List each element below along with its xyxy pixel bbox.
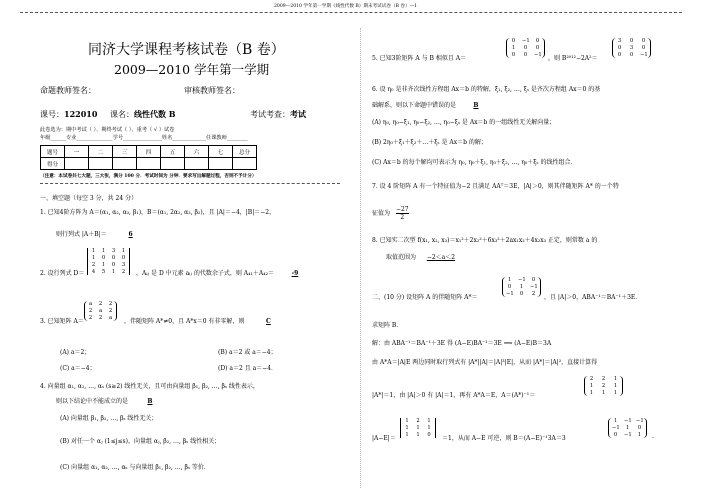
matrix-cell: 1 [405,432,409,438]
matrix-cell: 2 [98,301,103,307]
question-1-answer: 6 [128,231,133,238]
question-4-option-a: (A) 向量组 β₁, β₂, …, βₛ 线性无关； [60,415,158,422]
page-header: 2009—2010 学年第一学期《线性代数 B》期末考试试卷（B 卷）—1 [274,4,418,9]
question-6-answer: B [473,102,479,109]
matrix-cell: 0 [629,38,634,44]
matrix-cell: 1 [416,432,420,438]
matrix-cell: 1 [507,277,512,283]
question-8-continued [386,252,464,261]
score-table [40,145,257,170]
question-6-option-a: (A) η₀, η₀−ξ₁, η₀−ξ₂, …, η₀−ξₛ 是 Ax＝b 的一组线性无关解向量； [372,119,556,126]
matrix-cell: 0 [427,432,431,438]
score-header-cell: 四 [137,146,161,158]
question-6-continued [372,100,494,109]
matrix-cell: 1 [427,425,431,431]
score-header-cell: 七 [209,146,233,158]
question-2-lead: 2. 设行列式 D＝ [40,270,85,277]
matrix-cell: 0 [121,255,126,261]
question-7-text: 征值为 [372,210,391,217]
matrix-cell: 2 [531,291,536,297]
matrix-cell: 1 [405,425,409,431]
solution-line-4-continued: ＝1，从而 A−E 可逆，则 B＝(A−E)⁻¹3A＝3 [442,435,566,442]
matrix-cell: −1 [506,291,514,297]
score-table-header-row [41,146,257,158]
course-name-value: 线性代数 B [134,109,176,119]
score-cell[interactable] [209,158,233,170]
question-2-answer: -9 [291,270,299,277]
question-8-answer: −2＜a＜2 [426,254,456,261]
matrix-cell: 2 [601,376,606,382]
matrix-cell: 1 [91,248,96,254]
matrix-cell: 1 [416,425,420,431]
matrix-cell: 1 [101,248,106,254]
question-4-option-b: (B) 对任一个 αⱼ (1≤j≤s)，向量组 αⱼ, β₂, …, βₛ 线性相关； [60,438,221,445]
fraction-numerator: −27 [395,206,409,213]
score-cell[interactable] [185,158,209,170]
exam-type-value: 考试 [290,109,306,119]
matrix-cell: 2 [88,315,93,321]
matrix-cell: 0 [507,284,512,290]
matrix-cell: 1 [613,376,618,382]
question-3-option-d: (D) a＝2 且 a＝−4． [218,365,278,372]
matrix-cell: 0 [641,45,646,51]
exam-type-row [250,109,306,120]
matrix-cell: 0 [629,52,634,58]
matrix-cell: 1 [589,390,594,396]
question-6-option-b: (B) 2η₀＋ξ₁＋ξ₂＋…＋ξₛ 是 Ax＝b 的解； [372,139,487,146]
matrix-cell: 1 [589,383,594,389]
question-7: 7. 设 4 阶矩阵 A 有一个特征值为−2 且满足 AAᵀ＝3E，|A|＞0，则其伴随矩阵 A* 的一个特 [372,183,619,190]
matrix-cell: 1 [637,432,642,438]
score-header-cell: 二 [89,146,113,158]
matrix-cell: 2 [98,315,103,321]
matrix-cell: 0 [101,255,106,261]
question-2-continued [136,268,314,277]
matrix-cell: a [108,315,113,321]
matrix-cell: −1 [640,52,648,58]
section-2-heading: 二、(10 分) 设矩阵 A 的伴随矩阵 A*＝ [372,294,478,301]
matrix-cell: 2 [108,308,113,314]
course-code-label: 课号： [40,110,64,119]
matrix-cell: 0 [531,277,536,283]
determinant-d [87,248,130,275]
score-header-cell: 总分 [233,146,257,158]
score-cell[interactable] [65,158,89,170]
course-name-label: 课名： [110,110,134,119]
question-6: 6. 设 η₀ 是非齐次线性方程组 Ax＝b 的特解，ξ₁, ξ₂, …, ξₛ 是齐次方程组 Ax＝0 的基 [372,86,601,93]
matrix-cell: −1 [624,432,632,438]
matrix-cell: 0 [641,38,646,44]
question-5-lead: 5. 已知3阶矩阵 A 与 B 相似且 A＝ [372,55,467,62]
fraction-denominator: 2 [396,213,409,221]
course-code-value: 122010 [64,109,98,119]
matrix-cell: 1 [511,45,516,51]
matrix-cell: 0 [617,45,622,51]
matrix-cell: 0 [637,425,642,431]
solution-line-3: |A*|＝1，由 |A|＞0 有 |A|＝1，再有 A*A＝E，A＝(A*)⁻¹＝ [372,392,536,399]
question-2-text: ，Aᵢⱼ 是 D 中元素 aᵢⱼ 的代数余子式，则 A₄₁＋A₄₂＝ [136,270,275,277]
question-1: 1. 已知4阶方阵为 A＝(α₁, α₂, α₃, β₁)，B＝(α₁, 2α₂, α₃, β₂)，且 |A|＝−4，|B|＝−2， [40,209,276,216]
question-3-answer: C [265,318,271,325]
matrix-cell: 2 [91,262,96,268]
score-header-cell: 三 [113,146,137,158]
matrix-cell: 0 [511,38,516,44]
matrix-cell: a [88,301,93,307]
question-3-continued [124,316,290,325]
question-4-text: 则以下结论中不能成立的是 [56,398,129,405]
score-table-score-row [41,158,257,170]
inverse-adjugate-matrix [584,376,623,396]
matrix-cell: 1 [405,418,409,424]
question-3-lead: 3. 已知矩阵 A＝ [40,318,84,325]
question-4-option-c: (C) 向量组 α₁, α₂, …, αₛ 与向量组 β₁, β₂, …, βₛ 等价． [60,464,210,471]
matrix-cell: −1 [522,38,530,44]
solution-end-mark: . [652,433,654,440]
score-header-cell: 六 [185,146,209,158]
question-3-option-c: (C) a＝−4； [60,365,96,372]
exam-subtitle: 2009—2010 学年第一学期 [114,62,270,77]
section-1-heading: 一、填空题（每空 3 分，共 24 分） [40,195,138,202]
solution-line-4-lead: |A−E|＝ [372,435,396,442]
matrix-cell: 1 [121,248,126,254]
question-4-answer: B [147,398,153,405]
matrix-cell: 1 [613,383,618,389]
question-4: 4. 向量组 α₁, α₂, …, αₛ (s≥2) 线性无关，且可由向量组 β₁, β₂, …, βₛ 线性表示， [40,383,259,390]
matrix-cell: 0 [523,45,528,51]
score-header-cell: 题号 [41,146,65,158]
question-5-continued: ，则 B²⁰¹²−2A²＝ [548,55,598,62]
matrix-cell: 0 [111,262,116,268]
matrix-cell: 2 [88,308,93,314]
matrix-cell: 0 [617,52,622,58]
score-header-cell: 一 [65,146,89,158]
matrix-cell: a [98,308,103,314]
adjugate-matrix [502,277,541,297]
score-cell[interactable] [161,158,185,170]
matrix-cell: 0 [519,291,524,297]
matrix-cell: 0 [111,255,116,261]
matrix-cell: 3 [121,262,126,268]
question-1-continued [56,229,153,238]
score-cell[interactable] [113,158,137,170]
question-8-text: 取值范围为 [386,254,417,261]
matrix-cell: 1 [111,269,116,275]
solution-line-2: 由 A*A＝|A|E 两边同时取行列式有 |A*||A|＝|A|³|E|，从而 |A*|＝|A|²，直接计算得 [372,359,598,366]
question-5-answer-matrix [612,38,651,58]
section-2-ask: 求矩阵 B． [372,322,403,329]
question-4-continued [56,396,170,405]
matrix-b-result [608,418,647,438]
reviewer-signature-label: 审核教师签名： [184,86,240,95]
exam-note: （注意：本试卷共七大题，三大张，满分 100 分．考试时间为 分钟．要求写出解题过程，否则不予计分） [40,174,257,179]
matrix-cell: 2 [416,418,420,424]
matrix-cell: 2 [108,301,113,307]
matrix-cell: −1 [612,425,620,431]
matrix-cell: −1 [624,418,632,424]
score-header-cell: 五 [161,146,185,158]
matrix-a-q3 [84,301,117,321]
matrix-cell: 1 [613,418,618,424]
matrix-cell: 0 [535,38,540,44]
score-cell[interactable] [137,158,161,170]
score-row-label: 得分 [41,158,65,170]
question-7-continued [372,206,409,221]
column-divider [360,28,361,488]
score-cell[interactable] [233,158,257,170]
question-6-text: 础解系，则以下命题中错误的是 [372,102,457,109]
matrix-cell: 2 [589,376,594,382]
matrix-cell: 0 [523,52,528,58]
matrix-cell: 3 [617,38,622,44]
solution-line-1: 解：由 ABA⁻¹＝BA⁻¹＋3E 得 (A−E)BA⁻¹＝3E ⟹ (A−E)B＝3A [372,340,552,347]
student-info-line: 年级______专业______________学号_______________姓名_____________任课教师________ [40,135,248,141]
question-7-answer [396,206,409,221]
question-6-option-c: (C) Ax＝b 的每个解均可表示为 η₀, η₀＋ξ₁, η₀＋ξ₂, …, η₀＋ξₛ 的线性组合． [372,159,577,166]
matrix-a-q5 [506,38,545,58]
question-8: 8. 已知实二次型 f(x₁, x₂, x₃)＝x₁²＋2x₂²＋6x₃²＋2ax₁x₂＋4x₂x₃ 正定，则常数 a 的 [372,237,598,244]
question-3-option-a: (A) a＝2； [60,349,91,356]
course-code-row [40,109,97,120]
matrix-cell: 1 [91,255,96,261]
matrix-cell: 0 [535,45,540,51]
score-cell[interactable] [89,158,113,170]
exam-kind-line: 此卷选为：期中考试（ ）、期终考试（ ）、重考（ √ ）试卷 [40,127,175,133]
section-2-continued: ，且 |A|＞0，ABA⁻¹＝BA⁻¹＋3E． [544,294,642,301]
question-3-text: ，伴随矩阵 A*≠0，且 A*x＝0 有非零解，则 [124,318,245,325]
matrix-cell: 1 [625,425,630,431]
matrix-cell: 1 [613,390,618,396]
matrix-cell: 5 [101,269,106,275]
question-3-option-b: (B) a＝2 或 a＝−4； [218,349,277,356]
exam-type-label: 考试考查： [250,110,290,119]
matrix-cell: 3 [111,248,116,254]
note-rule [40,183,340,184]
matrix-cell: 0 [613,432,618,438]
fraction-numerator-value: 27 [400,206,409,213]
matrix-cell: 1 [101,262,106,268]
matrix-cell: 2 [601,383,606,389]
matrix-cell: 4 [91,269,96,275]
matrix-cell: 0 [511,52,516,58]
exam-title: 同济大学课程考核试卷（B 卷） [88,42,285,58]
matrix-cell: −1 [530,284,538,290]
determinant-a-minus-e [400,418,436,438]
matrix-cell: 1 [427,418,431,424]
header-rule [20,12,682,13]
matrix-cell: 1 [601,390,606,396]
question-1-text: 则行列式 |A＋B|＝ [56,231,107,238]
teacher-signature-label: 命题教师签名： [40,86,96,95]
matrix-cell: −1 [636,418,644,424]
matrix-cell: −1 [518,277,526,283]
matrix-cell: −1 [534,52,542,58]
matrix-cell: 2 [121,269,126,275]
matrix-cell: 1 [519,284,524,290]
course-name-row [110,109,176,120]
matrix-cell: 3 [629,45,634,51]
